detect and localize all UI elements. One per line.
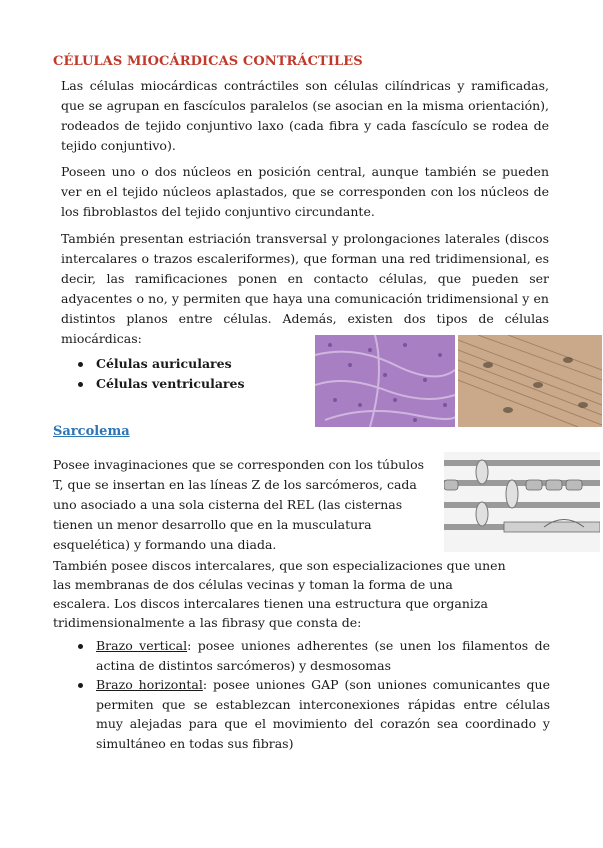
paragraph-striation-text: También presentan estriación transversal y prolongaciones laterales (discos intercalares o trazos escaleriformes), que forman una red tridimensional, es decir, las ramificaciones ponen en contacto células, que pueden ser adyacentes o no, y permiten que haya una comunicación tridimensional y en distintos planos entre células. Además, existen dos tipos de células miocárdicas: [61,231,549,346]
histology-purple-image [315,335,455,427]
arm-term: Brazo vertical [96,638,188,653]
list-item [78,636,550,675]
list-item: Células auriculares [78,354,245,374]
sarcolema-heading: Sarcolema [53,424,130,439]
paragraph-discos: También posee discos intercalares, que son especializaciones que unen las membranas de dos células vecinas y toman la forma de una escalera. Los discos intercalares tienen una estructura que organiza tridimensionalmente a las fibrasy que consta de: [53,558,506,630]
paragraph-intro: Las células miocárdicas contráctiles son células cilíndricas y ramificadas, que se agrupan en fascículos paralelos (se asocian en la misma orientación), rodeados de tejido conjuntivo laxo (cada fibra y cada fascículo se rodea de tejido conjuntivo). [61,78,549,153]
cell-types-list [78,354,245,394]
arm-term: Brazo horizontal [96,677,203,692]
section-title: CÉLULAS MIOCÁRDICAS CONTRÁCTILES [53,54,363,69]
paragraph-striation [61,229,549,349]
paragraph-sarcolema: Posee invaginaciones que se corresponden con los túbulos T, que se insertan en las líneas Z de los sarcómeros, cada uno asociado a una sola cisterna del REL (las cisternas tienen un menor desarrollo que en la musculatura esquelética) y formando una diada. [53,457,425,552]
paragraph-nuclei: Poseen uno o dos núcleos en posición central, aunque también se pueden ver en el tejido núcleos aplastados, que se corresponden con los núcleos de los fibroblastos del tejido conjuntivo circundante. [61,164,549,219]
list-item [78,675,550,753]
arm-desc: : posee uniones GAP (son uniones comunicantes que permiten que se establezcan interconexiones rápidas entre células muy alejadas para que el movimiento del corazón sea coordinado y simultáneo en todas sus fibras) [96,677,550,751]
arm-desc: : posee uniones adherentes (se unen los filamentos de actina de distintos sarcómeros) y desmosomas [96,638,550,673]
t-tubule-diagram [444,452,600,552]
histology-striated-image [458,335,602,427]
arms-list [78,636,550,753]
list-item: Células ventriculares [78,374,245,394]
